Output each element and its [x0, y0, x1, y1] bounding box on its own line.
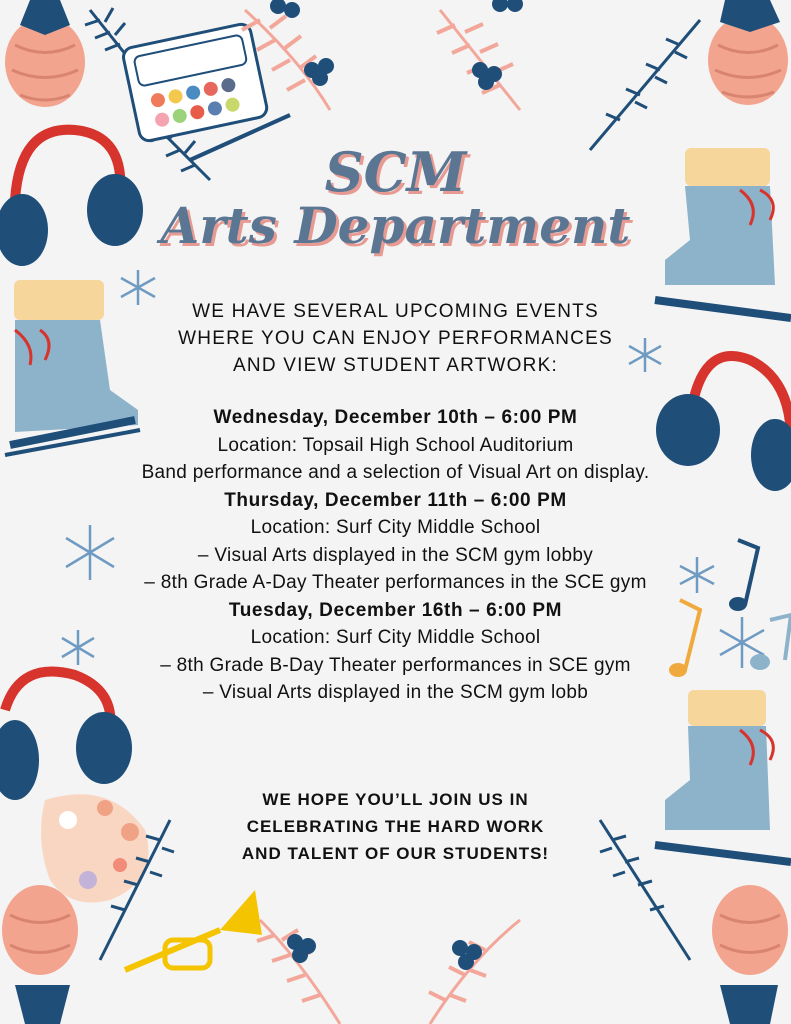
pinecone-icon — [712, 885, 788, 1024]
pinecone-icon — [5, 0, 85, 107]
title-line-1: SCM — [324, 140, 467, 204]
trumpet-icon — [125, 890, 262, 970]
event-location: Location: Surf City Middle School — [250, 627, 541, 648]
closing-text — [0, 786, 791, 867]
branch-icon — [590, 20, 700, 150]
intro-line: WHERE YOU CAN ENJOY PERFORMANCES — [178, 328, 613, 349]
title-line-2: Arts Department — [160, 196, 631, 255]
event-detail: – 8th Grade B-Day Theater performances in SCE gym — [160, 654, 631, 676]
closing-line: WE HOPE YOU’LL JOIN US IN — [262, 790, 529, 809]
berries-icon — [242, 0, 523, 110]
closing-line: CELEBRATING THE HARD WORK — [246, 817, 545, 836]
event-item — [0, 487, 791, 597]
events-list — [0, 404, 791, 707]
intro-line: AND VIEW STUDENT ARTWORK: — [233, 355, 558, 376]
event-item — [0, 597, 791, 707]
berries-icon — [257, 920, 520, 1024]
pinecone-icon — [2, 885, 78, 1024]
event-item — [0, 404, 791, 487]
event-location: Location: Topsail High School Auditorium — [217, 434, 574, 456]
event-heading: Thursday, December 11th – 6:00 PM — [224, 489, 567, 511]
event-detail: – 8th Grade A-Day Theater performances in the SCE gym — [144, 572, 647, 593]
closing-line: AND TALENT OF OUR STUDENTS! — [241, 844, 550, 863]
event-detail: Band performance and a selection of Visual Art on display. — [141, 462, 650, 483]
event-detail: – Visual Arts displayed in the SCM gym lobby — [197, 544, 594, 566]
intro-text — [0, 298, 791, 379]
intro-line: WE HAVE SEVERAL UPCOMING EVENTS — [192, 301, 599, 322]
event-detail: – Visual Arts displayed in the SCM gym lobb — [202, 682, 589, 703]
event-location: Location: Surf City Middle School — [250, 517, 541, 538]
event-heading: Tuesday, December 16th – 6:00 PM — [228, 599, 563, 621]
pinecone-icon — [708, 0, 788, 105]
event-heading: Wednesday, December 10th – 6:00 PM — [213, 407, 578, 428]
